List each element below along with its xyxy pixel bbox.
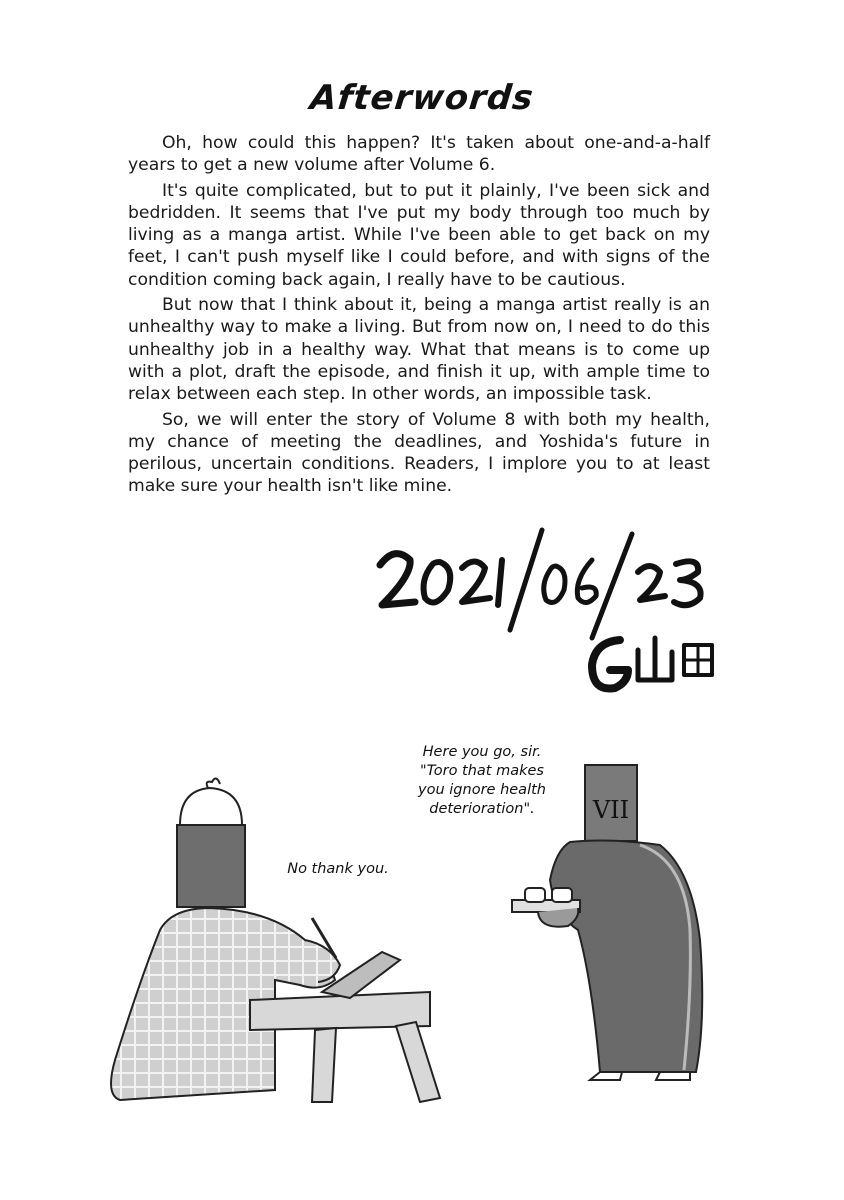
speech-line: you ignore health bbox=[418, 782, 546, 798]
paragraph-4: So, we will enter the story of Volume 8 with both my health, my chance of meeting the deadlines, and Yoshida's future in perilous, uncertain conditions. Readers, I implore you to at least make sure your health isn't like mine. bbox=[128, 409, 710, 497]
speech-here-you-go bbox=[392, 743, 572, 819]
page-title: Afterwords bbox=[308, 78, 536, 118]
speech-no-thank-you: No thank you. bbox=[287, 861, 389, 877]
paragraph-3: But now that I think about it, being a manga artist really is an unhealthy way to make a living. But from now on, I need to do this unhealthy job in a healthy way. What that means is to come up with a plot, draft the episode, and finish it up, with ample time to relax between each step. In other words, an impossible task. bbox=[128, 295, 710, 405]
handwritten-signature bbox=[370, 520, 730, 710]
speech-line: deterioration". bbox=[429, 801, 535, 817]
seated-artist bbox=[111, 778, 440, 1102]
paragraph-1: Oh, how could this happen? It's taken about one-and-a-half years to get a new volume after Volume 6. bbox=[128, 133, 710, 176]
afterword-body bbox=[128, 132, 710, 501]
speech-line: Here you go, sir. bbox=[422, 744, 542, 760]
speech-line: "Toro that makes bbox=[420, 763, 544, 779]
svg-text:VII: VII bbox=[592, 796, 630, 824]
paragraph-2: It's quite complicated, but to put it plainly, I've been sick and bedridden. It seems that I've put my body through too much by living as a manga artist. While I've been able to get back on my feet, I can't push myself like I could before, and with signs of the condition coming back again, I really have to be cautious. bbox=[128, 180, 710, 290]
